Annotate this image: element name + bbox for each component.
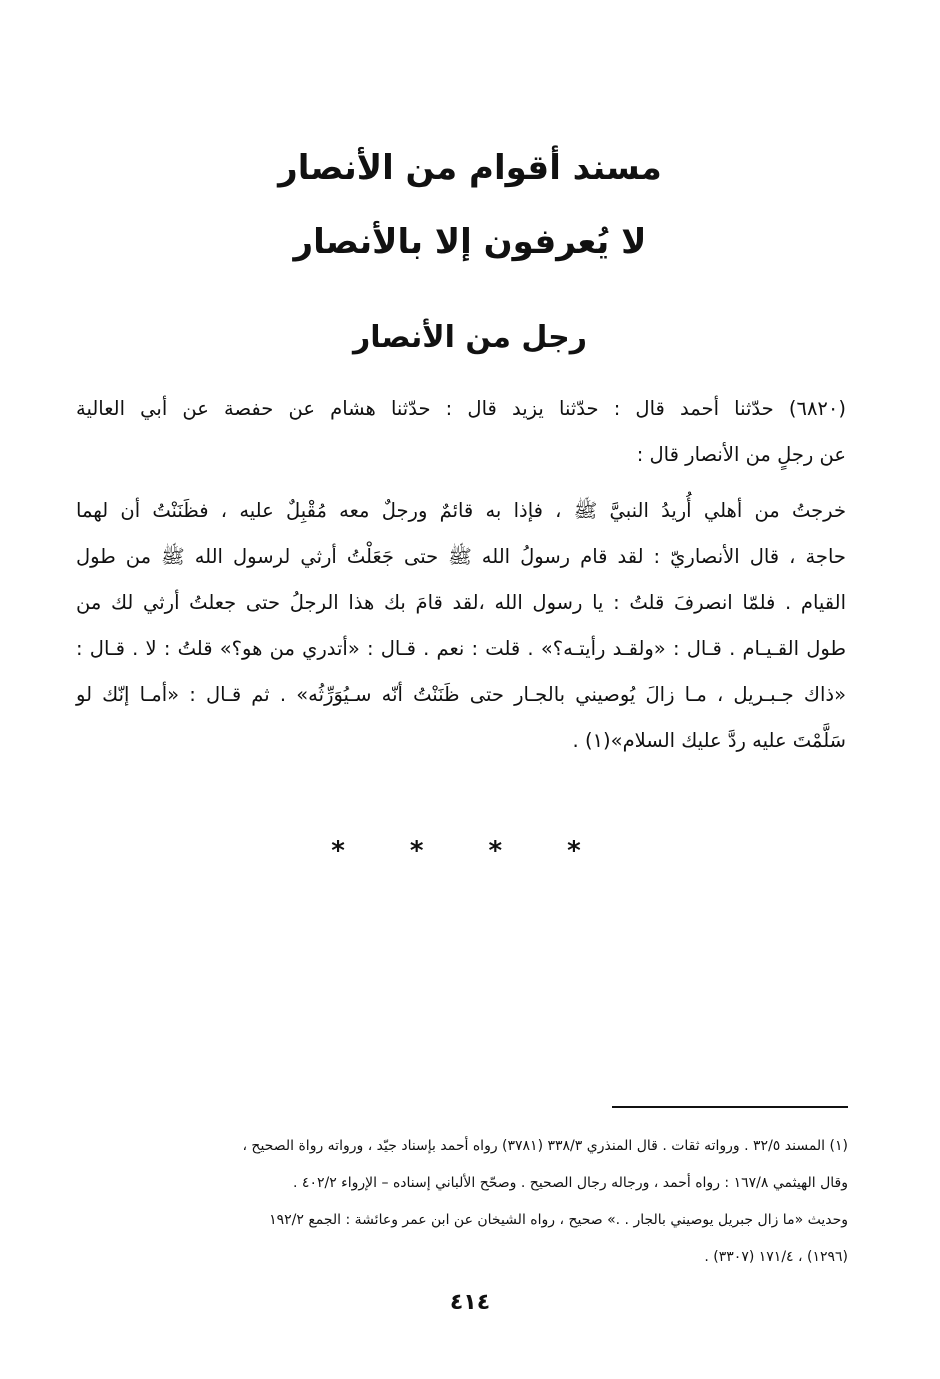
musnad-subtitle: لا يُعرفون إلا بالأنصار [293, 222, 647, 262]
hadith-line: سَلَّمْتَ عليه ردَّ عليك السلام»(١) . [572, 729, 846, 752]
isnad-paragraph [76, 386, 846, 478]
footnote-line: (١) المسند ٣٢/٥ . ورواته ثقات . قال المنذري ٣٣٨/٣ (٣٧٨١) رواه أحمد بإسناد جيّد ، ورواته رواة الصحيح ، [242, 1138, 848, 1154]
page-number: ٤١٤ [449, 1290, 491, 1315]
section-title: رجل من الأنصار [352, 320, 588, 355]
footnote-line: (١٢٩٦) ، ١٧١/٤ (٣٣٠٧) . [704, 1249, 848, 1265]
hadith-line: طول القـيـام . قـال : «ولقـد رأيتـه؟» . قلت : نعم . قـال : «أتدري من هو؟» قلتُ : لا . قـال : [76, 637, 846, 660]
footnote-divider [612, 1106, 848, 1108]
isnad-line: (٦٨٢٠) حدّثنا أحمد قال : حدّثنا يزيد قال : حدّثنا هشام عن حفصة عن أبي العالية [76, 397, 846, 420]
hadith-line: خرجتُ من أهلي أُريدُ النبيَّ ﷺ ، فإذا به قائمٌ ورجلٌ معه مُقْبِلٌ عليه ، فظَنَنْتُ أن لهما [76, 499, 846, 522]
hadith-text [76, 488, 846, 764]
musnad-title: مسند أقوام من الأنصار [278, 148, 662, 188]
hadith-line: القيام . فلمّا انصرفَ قلتُ : يا رسول الله ،لقد قامَ بك هذا الرجلُ حتى جعلتُ أرثي لك من [76, 591, 846, 614]
section-separator: * * * * [331, 836, 609, 866]
hadith-line: «ذاك جـبـريل ، مـا زالَ يُوصيني بالجـار حتى ظَنَنْتُ أنّه سـيُوَرِّثُه» . ثم قـال : «أمـا إنّك لو [76, 683, 846, 706]
hadith-line: حاجة ، قال الأنصاريّ : لقد قام رسولُ الله ﷺ حتى جَعَلْتُ أرثي لرسول الله ﷺ من طول [76, 545, 846, 568]
isnad-line: عن رجلٍ من الأنصار قال : [636, 443, 846, 466]
footnote-line: وقال الهيثمي ١٦٧/٨ : رواه أحمد ، ورجاله رجال الصحيح . وصحّح الألباني إسناده – الإرواء ٤٠٢/٢ . [293, 1175, 848, 1191]
footnote-line: وحديث «ما زال جبريل يوصيني بالجار . .» صحيح ، رواه الشيخان عن ابن عمر وعائشة : الجمع ١٩٢/٢ [269, 1212, 848, 1228]
footnotes [70, 1128, 848, 1276]
